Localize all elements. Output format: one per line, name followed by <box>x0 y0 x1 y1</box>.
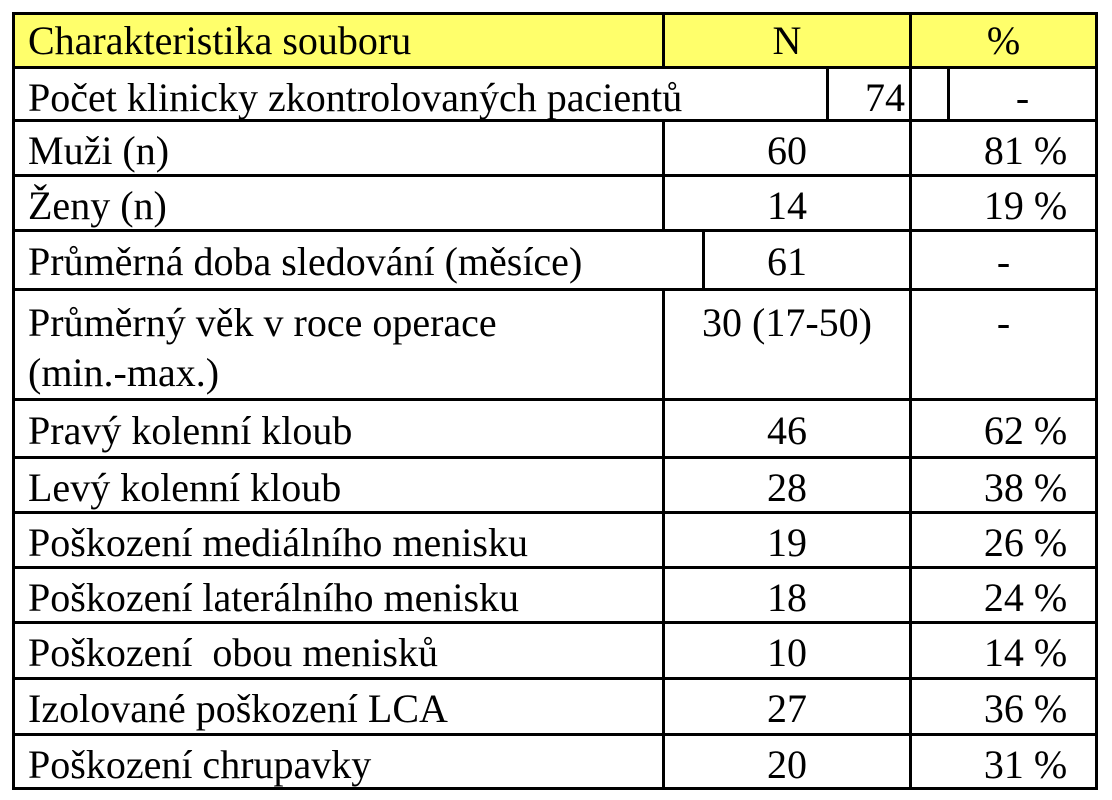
row-percent: 38 % <box>983 465 1068 510</box>
row-label: Ženy (n) <box>28 183 167 228</box>
row-label: Muži (n) <box>28 128 170 173</box>
row-label: Levý kolenní kloub <box>28 465 342 510</box>
row-label: Poškození chrupavky <box>28 742 372 787</box>
row-percent: 19 % <box>983 183 1068 228</box>
row-label: Poškození laterálního menisku <box>28 575 520 620</box>
header-n: N <box>772 18 802 63</box>
row-label: Poškození mediálního menisku <box>28 520 528 565</box>
row-n: 27 <box>767 686 807 731</box>
row-n: 20 <box>767 742 807 787</box>
row-label: Poškození obou menisků <box>28 630 438 675</box>
header-percent: % <box>986 18 1021 63</box>
row-percent: 31 % <box>983 742 1068 787</box>
row-percent: 24 % <box>983 575 1068 620</box>
border-row-5 <box>12 288 1098 291</box>
row-n: 14 <box>767 183 807 228</box>
row-label: Počet klinicky zkontrolovaných pacientů <box>28 75 683 120</box>
header-characteristic: Charakteristika souboru <box>28 18 412 63</box>
row-n: 60 <box>767 128 807 173</box>
row-n: 19 <box>767 520 807 565</box>
row-n: 18 <box>767 575 807 620</box>
row-n: 30 (17-50) <box>702 300 872 345</box>
row-percent: 26 % <box>983 520 1068 565</box>
row-label-line-2: (min.-max.) <box>28 350 220 395</box>
border-row-6 <box>12 398 1098 401</box>
row-percent: 81 % <box>983 128 1068 173</box>
row-percent: 36 % <box>983 686 1068 731</box>
row-n: 10 <box>767 630 807 675</box>
row-percent: - <box>1015 75 1030 120</box>
row-percent: 62 % <box>983 408 1068 453</box>
row-label: Pravý kolenní kloub <box>28 408 353 453</box>
border-row-4 <box>12 229 1098 232</box>
row-percent: - <box>996 300 1011 345</box>
border-right <box>1095 12 1098 790</box>
row-n: 61 <box>767 239 807 284</box>
row-label: Izolované poškození LCA <box>28 686 448 731</box>
row-percent: - <box>996 239 1011 284</box>
row-percent: 14 % <box>983 630 1068 675</box>
row-label-line-1: Průměrný věk v roce operace <box>28 300 497 345</box>
row-n: 74 <box>865 75 905 120</box>
row-n: 46 <box>767 408 807 453</box>
row-n: 28 <box>767 465 807 510</box>
row-label: Průměrná doba sledování (měsíce) <box>28 239 583 284</box>
